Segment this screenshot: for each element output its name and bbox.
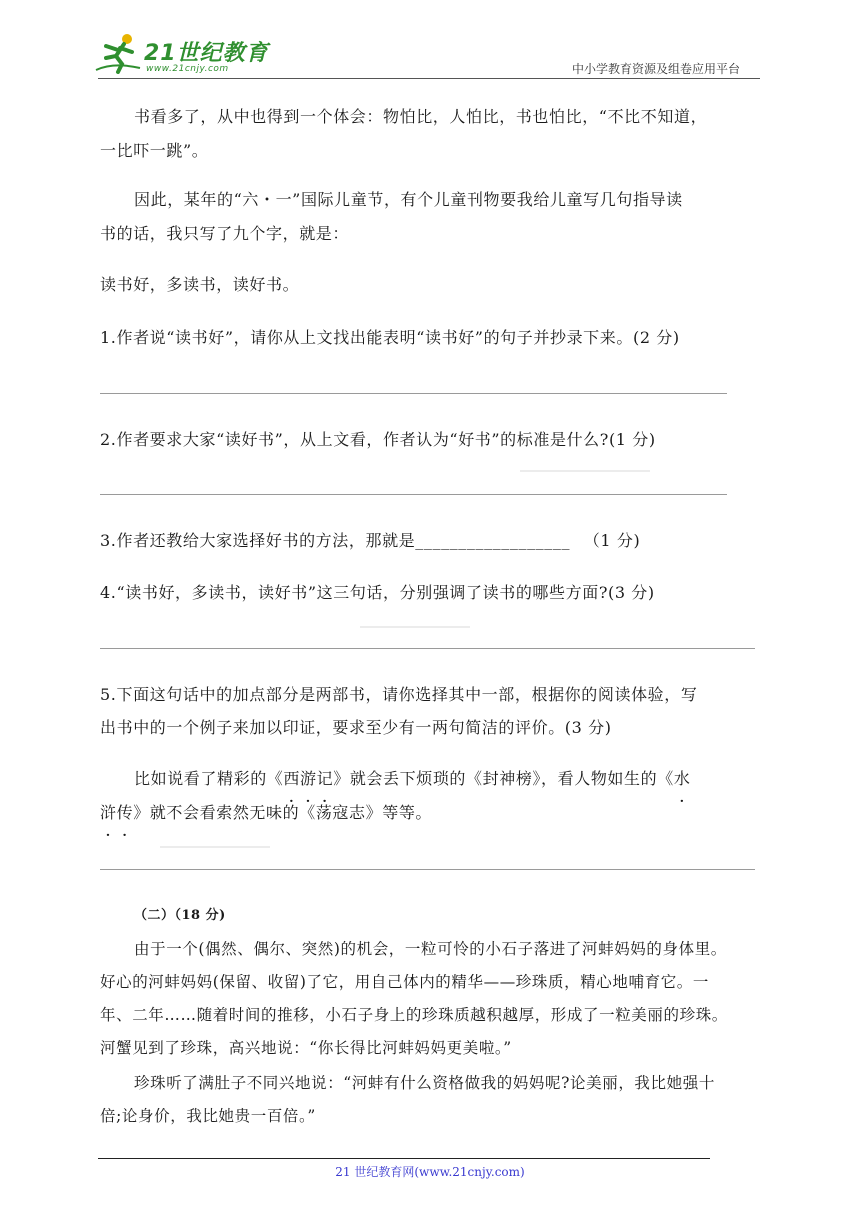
answer-line-1[interactable] bbox=[100, 393, 727, 394]
section-2-para-1-line-4: 河蟹见到了珍珠，高兴地说：“你长得比河蚌妈妈更美啦。” bbox=[100, 1039, 512, 1057]
quote-line-2: 浒传》就不会看索然无味的《荡寇志》等等。 bbox=[100, 796, 760, 829]
platform-name: 中小学教育资源及组卷应用平台 bbox=[572, 62, 741, 76]
faint-mark bbox=[520, 470, 650, 472]
header bbox=[0, 0, 860, 80]
question-3-score: （1 分) bbox=[583, 531, 641, 550]
question-3 bbox=[100, 524, 760, 557]
question-5-line-2: 出书中的一个例子来加以印证，要求至少有一两句简洁的评价。(3 分) bbox=[100, 718, 612, 737]
logo-text: 21世纪教育 bbox=[144, 41, 269, 66]
runner-logo-icon bbox=[94, 32, 144, 74]
footer-link[interactable]: 21 世纪教育网(www.21cnjy.com) bbox=[335, 1165, 525, 1179]
footer-rule bbox=[98, 1158, 710, 1159]
paragraph-2-line-2: 书的话，我只写了九个字，就是： bbox=[100, 224, 350, 243]
question-3-blank[interactable]: __________________ bbox=[415, 531, 571, 550]
question-2: 2.作者要求大家“读好书”，从上文看，作者认为“好书”的标准是什么?(1 分) bbox=[100, 430, 656, 449]
answer-line-5[interactable] bbox=[100, 869, 755, 870]
emphasis-char: 水 bbox=[673, 769, 691, 788]
emphasis-char: 西 bbox=[283, 769, 301, 788]
paragraph-2-line-1: 因此，某年的“六・一”国际儿童节，有个儿童刊物要我给儿童写几句指导读 bbox=[134, 190, 683, 209]
section-2-para-2-line-2: 倍;论身价，我比她贵一百倍。” bbox=[100, 1107, 316, 1125]
paragraph-3: 读书好，多读书，读好书。 bbox=[100, 275, 300, 294]
section-2-para-1-line-3: 年、二年……随着时间的推移，小石子身上的珍珠质越积越厚，形成了一粒美丽的珍珠。 bbox=[100, 1006, 728, 1024]
faint-mark bbox=[160, 846, 270, 848]
section-2-para-1-line-2: 好心的河蚌妈妈(保留、收留)了它，用自己体内的精华——珍珠质，精心地哺育它。一 bbox=[100, 973, 709, 991]
quote-line-1: 比如说看了精彩的《西游记》就会丢下烦琐的《封神榜》，看人物如生的《水 bbox=[134, 762, 760, 795]
emphasis-char: 游 bbox=[300, 769, 317, 788]
question-1: 1.作者说“读书好”，请你从上文找出能表明“读书好”的句子并抄录下来。(2 分) bbox=[100, 328, 680, 347]
section-2-heading: （二）（18 分) bbox=[134, 908, 226, 923]
section-2-para-1-line-1: 由于一个(偶然、偶尔、突然)的机会，一粒可怜的小石子落进了河蚌妈妈的身体里。 bbox=[134, 940, 727, 958]
answer-line-4[interactable] bbox=[100, 648, 755, 649]
logo-url: www.21cnjy.com bbox=[146, 64, 229, 74]
emphasis-char: 传 bbox=[116, 803, 134, 822]
question-3-text: 3.作者还教给大家选择好书的方法，那就是 bbox=[100, 531, 416, 550]
question-5-line-1: 5.下面这句话中的加点部分是两部书，请你选择其中一部，根据你的阅读体验，写 bbox=[100, 685, 698, 704]
answer-line-2[interactable] bbox=[100, 494, 727, 495]
section-2-para-2-line-1: 珍珠听了满肚子不同兴地说：“河蚌有什么资格做我的妈妈呢?论美丽，我比她强十 bbox=[134, 1074, 715, 1092]
emphasis-char: 浒 bbox=[100, 803, 117, 822]
paragraph-1-line-2: 一比吓一跳”。 bbox=[100, 141, 209, 160]
paragraph-1-line-1: 书看多了，从中也得到一个体会：物怕比，人怕比，书也怕比，“不比不知道， bbox=[134, 107, 708, 126]
question-4: 4.“读书好，多读书，读好书”这三句话，分别强调了读书的哪些方面?(3 分) bbox=[100, 583, 655, 602]
faint-mark bbox=[360, 626, 470, 628]
emphasis-char: 记 bbox=[316, 769, 334, 788]
header-rule bbox=[98, 78, 760, 79]
